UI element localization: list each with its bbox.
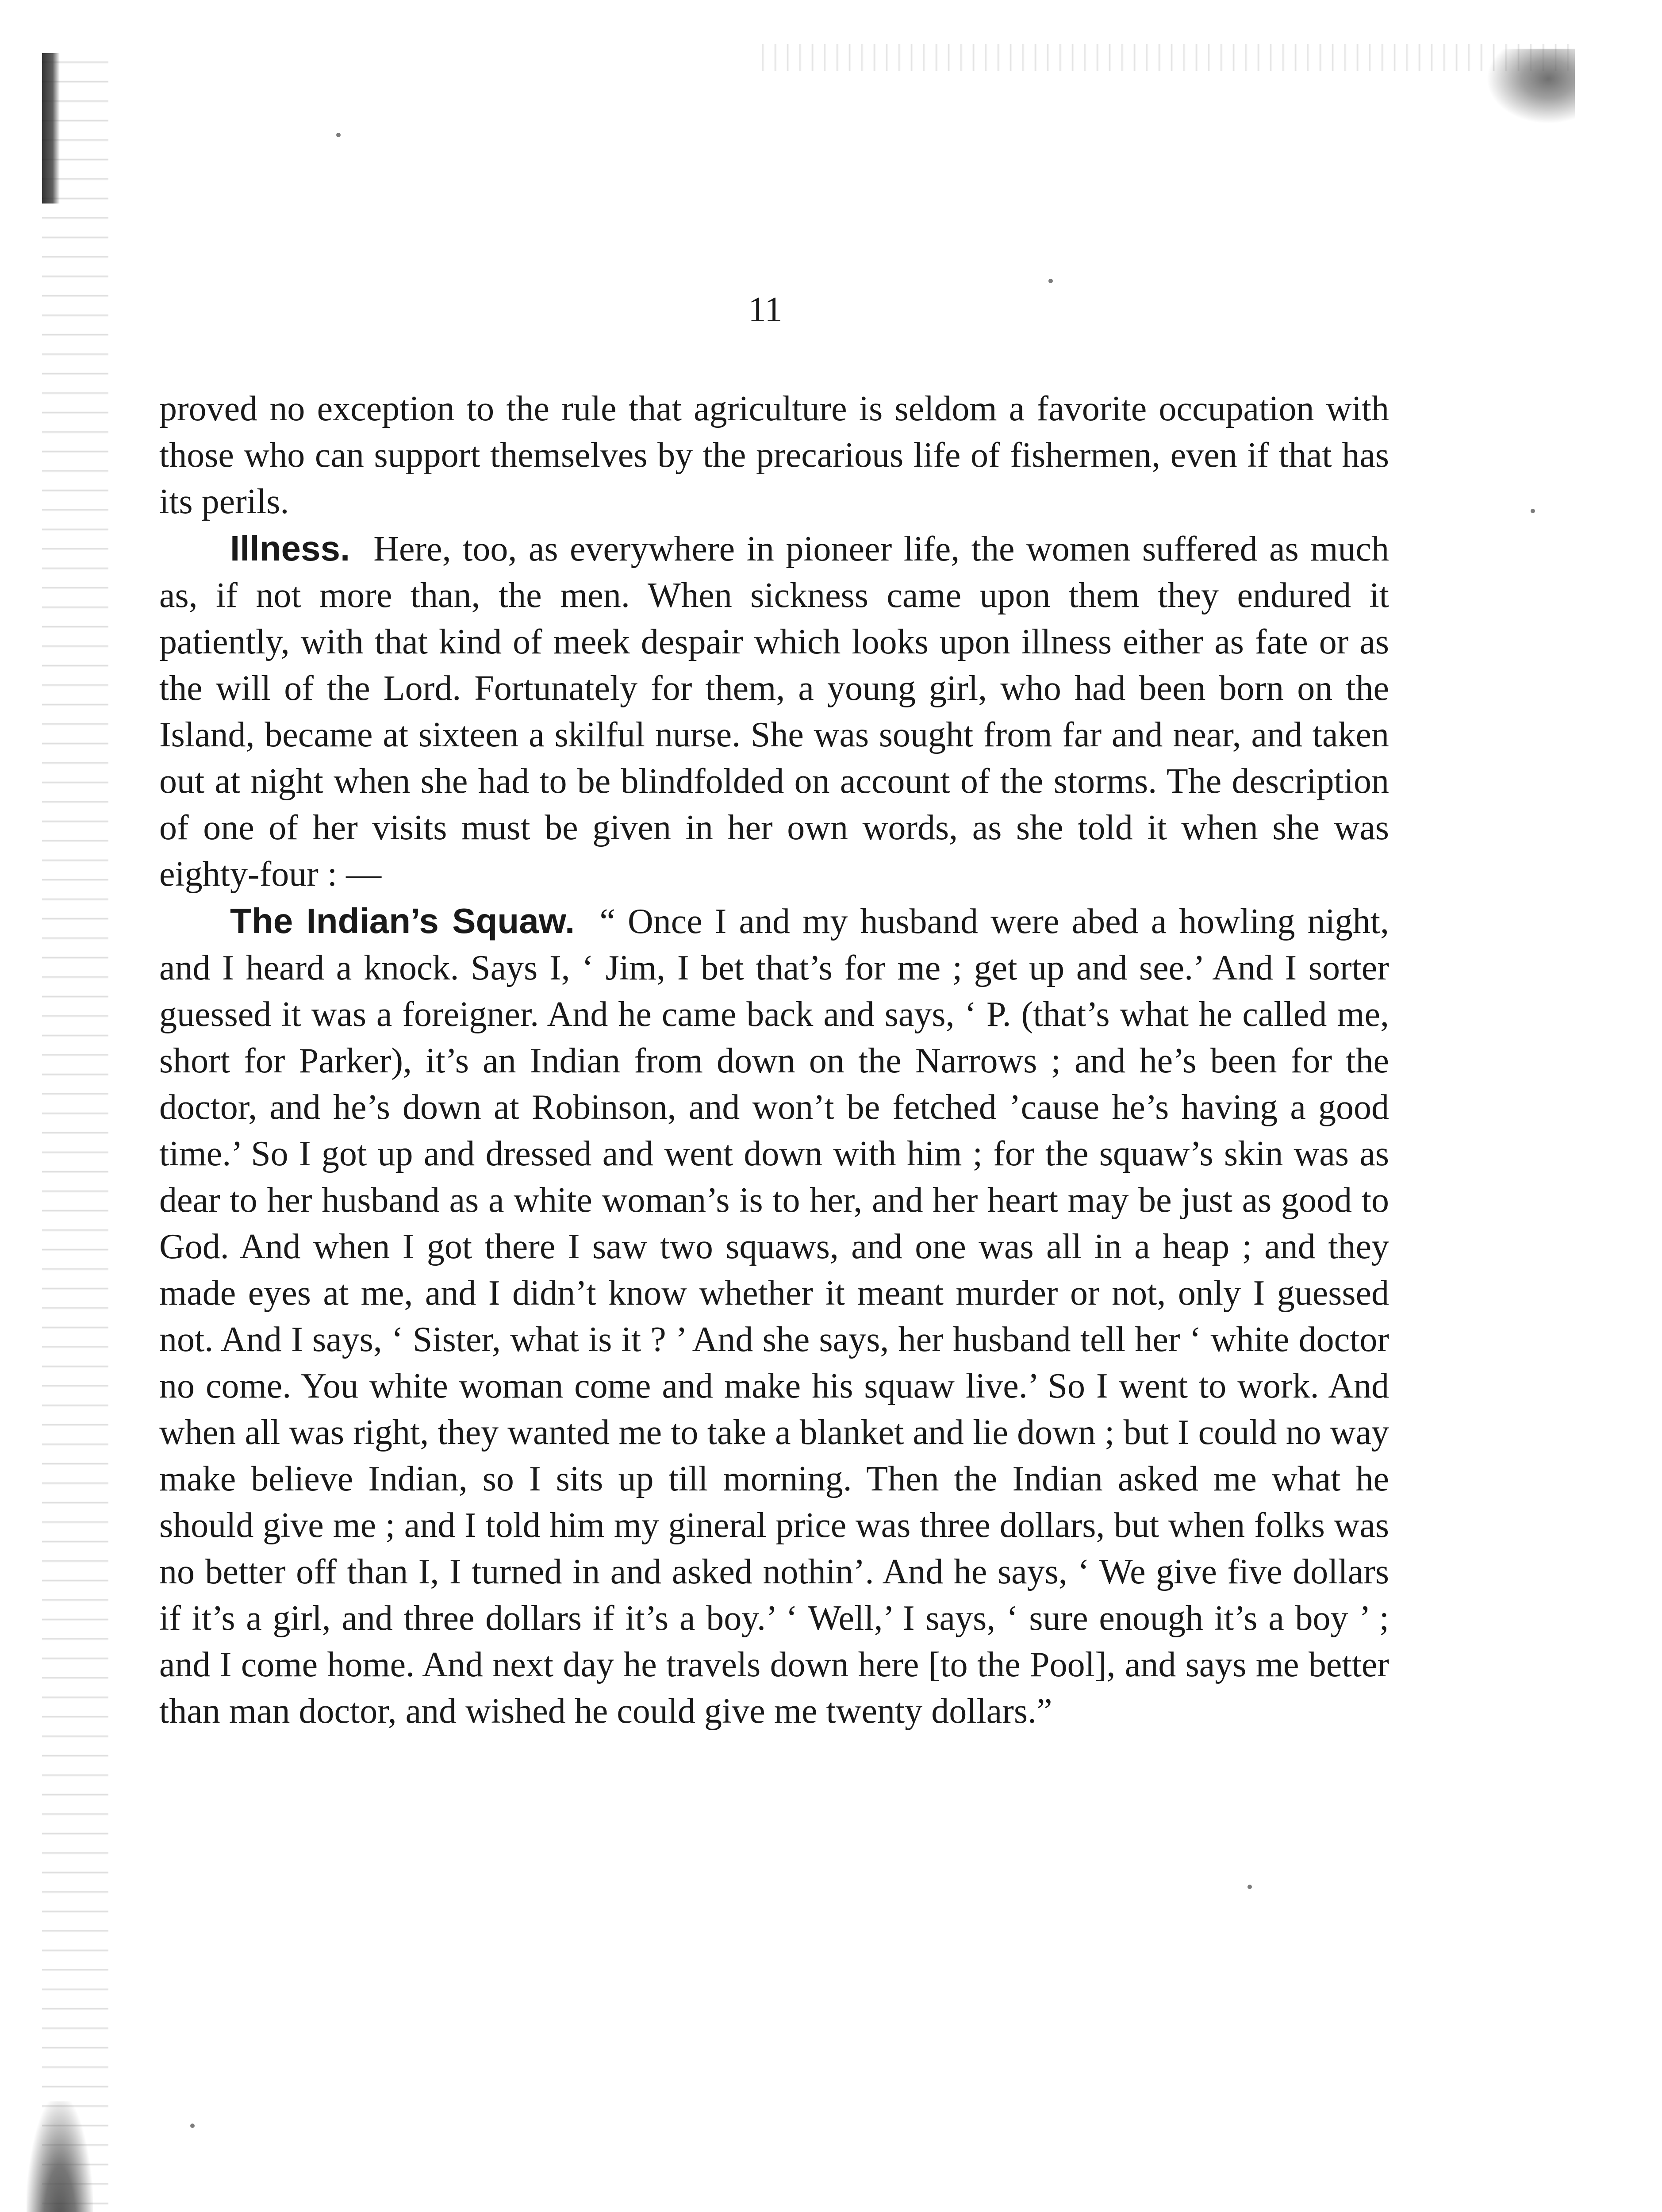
paragraph: [159, 898, 1389, 1735]
scan-speck: [1048, 279, 1053, 283]
top-edge-speckle: [752, 44, 1570, 71]
binding-edge-shadow: [42, 44, 108, 2212]
paragraph-heading: The Indian’s Squaw.: [230, 901, 575, 941]
paragraph-text: “ Once I and my husband were abed a howling night, and I heard a knock. Says I, ‘ Jim, I bet that’s for me ; get up and see.’ And I sorter guessed it was a foreigner. And he came back and says, ‘ P. (that’s what he called me, short for Parker), it’s an Indian from down on the Narrows ; and he’s been for the doctor, and he’s down at Robinson, and won’t be fetched ’cause he’s having a good time.’ So I got up and dressed and went down with him ; for the squaw’s skin was as dear to her husband as a white woman’s is to her, and her heart may be just as good to God. And when I got there I saw two squaws, and one was all in a heap ; and they made eyes at me, and I didn’t know whether it meant murder or not, only I guessed not. And I says, ‘ Sister, what is it ? ’ And she says, her husband tell her ‘ white doctor no come. You white woman come and make his squaw live.’ So I went to work. And when all was right, they wanted me to take a blanket and lie down ; but I could no way make believe Indian, so I sits up till morning. Then the Indian asked me what he should give me ; and I told him my gineral price was three dollars, but when folks was no better off than I, I turned in and asked nothin’. And he says, ‘ We give five dollars if it’s a girl, and three dollars if it’s a boy.’ ‘ Well,’ I says, ‘ sure enough it’s a boy ’ ; and I come home. And next day he travels down here [to the Pool], and says me better than man doctor, and wished he could give me twenty dollars.”: [159, 902, 1389, 1731]
paragraph-heading: Illness.: [230, 529, 350, 568]
scan-speck: [190, 2124, 195, 2128]
paragraph-text: Here, too, as everywhere in pioneer life, the women suffered as much as, if not more than, the men. When sickness came upon them they endured it patiently, with that kind of meek despair which looks upon illness either as fate or as the will of the Lord. Fortunately for them, a young girl, who had been born on the Island, became at sixteen a skilful nurse. She was sought from far and near, and taken out at night when she had to be blindfolded on account of the storms. The description of one of her visits must be given in her own words, as she told it when she was eighty-four : —: [159, 530, 1389, 894]
corner-stain: [1486, 49, 1575, 124]
paragraph: [159, 385, 1389, 525]
body-text: [159, 385, 1389, 1735]
scan-speck: [1531, 509, 1535, 513]
page-number: 11: [748, 290, 783, 329]
scan-speck: [1247, 1885, 1252, 1889]
paragraph-text: proved no exception to the rule that agriculture is seldom a favorite occupation with those who can support themselves by the precarious life of fishermen, even if that has its perils.: [159, 389, 1389, 521]
binding-dark-mark-bottom: [27, 2101, 93, 2212]
scan-speck: [336, 133, 341, 137]
paragraph: [159, 525, 1389, 898]
binding-dark-mark-top: [42, 53, 60, 204]
